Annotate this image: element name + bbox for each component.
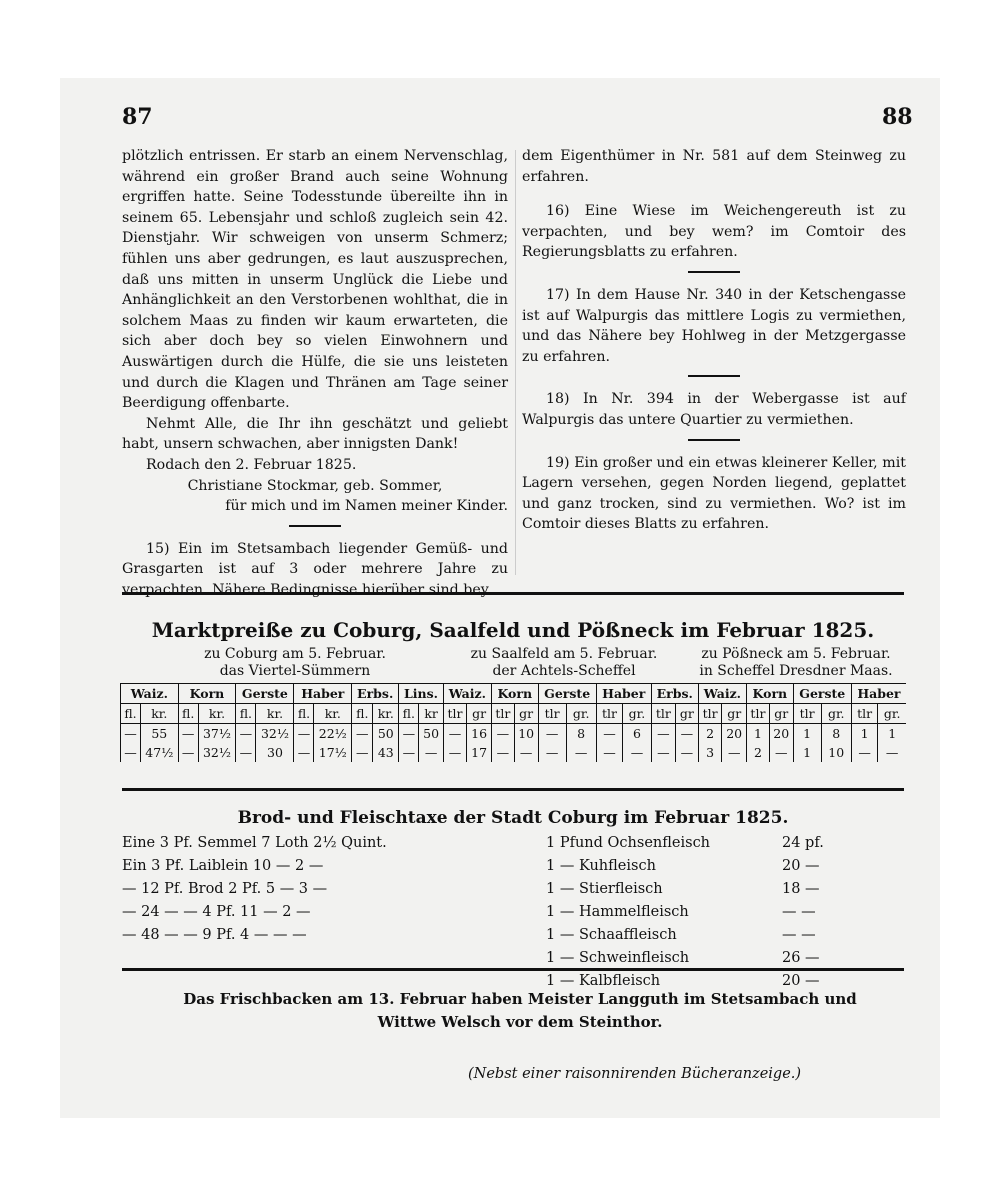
meat-price: 18 — — [782, 881, 820, 897]
taxe-title: Brod- und Fleischtaxe der Stadt Coburg im Februar 1825. — [237, 808, 789, 828]
market-title: Marktpreiße zu Coburg, Saalfeld und Pößneck im Februar 1825. — [151, 618, 875, 642]
section-rule — [122, 788, 904, 791]
bread-row: — 48 — — 9 Pf. 4 — — — — [122, 927, 307, 943]
coburg-header: zu Coburg am 5. Februar. das Viertel-Sümmern — [204, 646, 386, 679]
baking-notice: Das Frischbacken am 13. Februar haben Meister Langguth im Stetsambach und Wittwe Welsch vor dem Steinthor. — [183, 990, 857, 1031]
separator — [688, 375, 740, 377]
ad-19: 19) Ein großer und ein etwas kleinerer Keller, mit Lagern versehen, gegen Norden liegend, geplattet und ganz trocken, sind zu vermiethen. Wo? ist im Comtoir dieses Blatts zu erfahren. — [522, 454, 906, 533]
grain-header-row: Waiz. Korn Gerste Haber Erbs. Lins. Waiz. Korn Gerste Haber Erbs. Waiz. Korn Gerste Haber — [121, 684, 907, 704]
meat-row: 1 — Kuhfleisch — [546, 858, 656, 874]
price-row-1: — 55 — 37½ — 32½ — 22½ — 50 — 50 — 16 — 10 — 8 — 6 — — 2 20 1 20 1 8 1 1 — [121, 724, 907, 744]
meat-row: 1 — Hammelfleisch — [546, 904, 689, 920]
ad-16: 16) Eine Wiese im Weichengereuth ist zu verpachten, und bey wem? im Comtoir des Regierungsblatts zu erfahren. — [522, 203, 906, 261]
column-divider — [515, 150, 516, 575]
market-price-table — [120, 683, 906, 762]
bread-row: — 12 Pf. Brod 2 Pf. 5 — 3 — — [122, 881, 328, 897]
page-number-right: 88 — [882, 104, 913, 130]
meat-row: 1 — Schweinfleisch — [546, 950, 690, 966]
signature-line-2: für mich und im Namen meiner Kinder. — [225, 498, 508, 515]
meat-price: 26 — — [782, 950, 820, 966]
meat-row: 1 — Stierfleisch — [546, 881, 663, 897]
bread-row: — 24 — — 4 Pf. 11 — 2 — — [122, 904, 311, 920]
ad-18: 18) In Nr. 394 in der Webergasse ist auf Walpurgis das untere Quartier zu vermiethen. — [522, 391, 906, 428]
poessneck-header: zu Pößneck am 5. Februar. in Scheffel Dresdner Maas. — [699, 646, 893, 679]
meat-row: 1 — Kalbfleisch — [546, 973, 661, 989]
separator — [688, 271, 740, 273]
ad-15: 15) Ein im Stetsambach liegender Gemüß- und Grasgarten ist auf 3 oder mehrere Jahre zu verpachten. Nähere Bedingnisse hierüber sind bey — [122, 540, 508, 598]
ad-17: 17) In dem Hause Nr. 340 in der Ketschengasse ist auf Walpurgis das mittlere Logis zu vermiethen, und das Nähere bey Hohlweg in der Metzgergasse zu erfahren. — [522, 286, 906, 365]
bread-list — [122, 832, 387, 947]
separator — [688, 439, 740, 441]
obituary-text: plötzlich entrissen. Er starb an einem Nervenschlag, während ein großer Brand auch seine Wohnung ergriffen hatte. Seine Todesstunde übereilte ihn in seinem 65. Lebensjahr und schloß zugleich sein 42. Dienstjahr. Wir schweigen von unserm Schmerz; fühlen uns aber gedrungen, es laut auszusprechen, daß uns mitten in unserm Unglück die Liebe und Anhänglichkeit an den Verstorbenen wohlthat, die in solchem Maas zu finden wir kaum erwarteten, die sich aber doch bey so vielen Einwohnern und Auswärtigen durch die Hülfe, die sie uns leisteten und durch die Klagen und Thränen am Tage seiner Beerdigung offenbarte. — [122, 148, 508, 412]
price-row-2: — 47½ — 32½ — 30 — 17½ — 43 — — — 17 — — — — — — — — 3 — 2 — 1 10 — — — [121, 743, 907, 762]
left-column — [122, 146, 508, 600]
section-rule — [122, 968, 904, 971]
meat-row: 1 Pfund Ochsenfleisch — [546, 835, 711, 851]
meat-price: 24 pf. — [782, 835, 824, 851]
meat-price: — — — [782, 904, 816, 920]
signature-line-1: Christiane Stockmar, geb. Sommer, — [187, 477, 443, 494]
thanks-text: Nehmt Alle, die Ihr ihn geschätzt und geliebt habt, unsern schwachen, aber innigsten Dank! — [122, 415, 508, 453]
ad-15-continuation: dem Eigenthümer in Nr. 581 auf dem Steinweg zu erfahren. — [522, 148, 906, 185]
right-column — [522, 146, 906, 535]
saalfeld-header: zu Saalfeld am 5. Februar. der Achtels-Scheffel — [470, 646, 658, 679]
supplement-note: (Nebst einer raisonnirenden Bücheranzeige.) — [468, 1066, 802, 1082]
unit-row: fl. kr. fl. kr. fl. kr. fl. kr. fl. kr. fl. kr tlr gr tlr gr tlr gr. tlr gr. tlr gr tlr gr tlr gr tlr gr. tlr gr. — [121, 704, 907, 724]
meat-row: 1 — Schaaffleisch — [546, 927, 677, 943]
meat-price: 20 — — [782, 973, 820, 989]
page-number-left: 87 — [122, 104, 153, 130]
section-rule — [122, 592, 904, 595]
separator — [289, 525, 341, 527]
bread-row: Eine 3 Pf. Semmel 7 Loth 2½ Quint. — [122, 835, 387, 851]
bread-row: Ein 3 Pf. Laiblein 10 — 2 — — [122, 858, 324, 874]
meat-price: 20 — — [782, 858, 820, 874]
meat-price: — — — [782, 927, 816, 943]
place-date: Rodach den 2. Februar 1825. — [146, 456, 357, 473]
